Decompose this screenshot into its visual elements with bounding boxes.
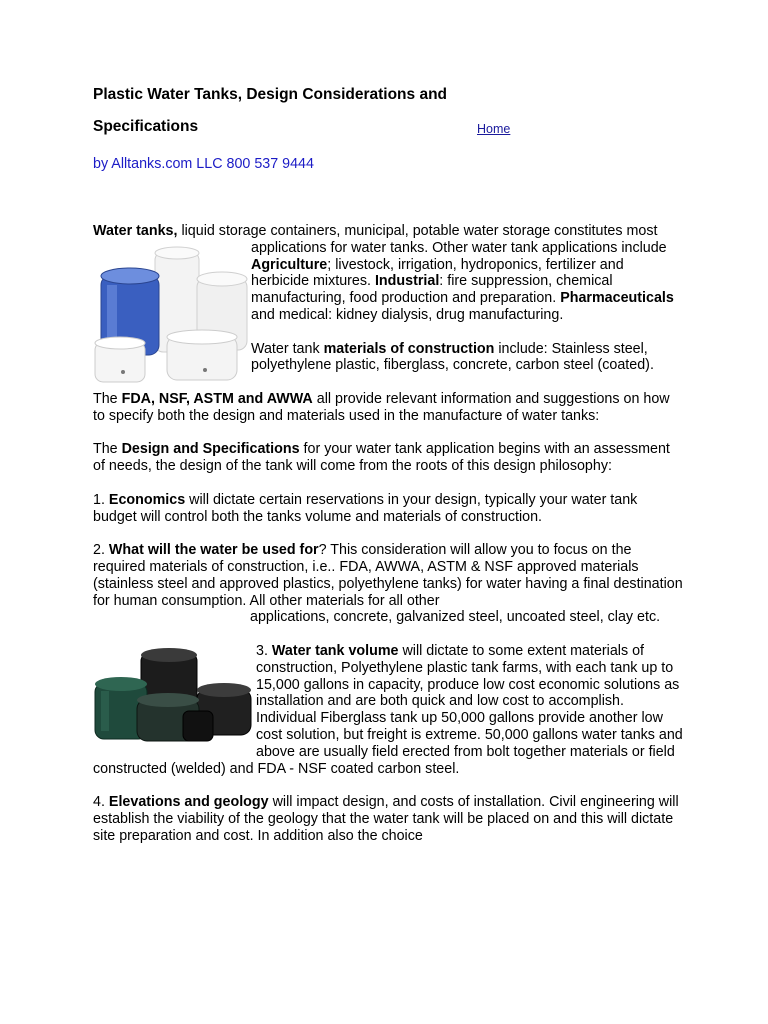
intro-bold-agriculture: Agriculture bbox=[251, 256, 328, 273]
item-4-number: 4. bbox=[93, 794, 109, 811]
item-2-number: 2. bbox=[93, 542, 109, 559]
item-1-economics bbox=[93, 492, 683, 526]
item-2-continued bbox=[93, 609, 683, 626]
materials-text-b: include: Stainless steel, polyethylene plastic, fiberglass, concrete, carbon steel (coated). bbox=[251, 340, 654, 374]
poly-tanks-image bbox=[93, 240, 248, 390]
item-4-elevations bbox=[93, 794, 683, 844]
design-bold: Design and Specifications bbox=[121, 441, 300, 458]
item-3-bold: Water tank volume bbox=[271, 642, 399, 659]
intro-text-d: and medical: kidney dialysis, drug manufacturing. bbox=[251, 306, 564, 323]
agencies-paragraph bbox=[93, 391, 683, 425]
item-1-bold: Economics bbox=[108, 491, 186, 508]
agencies-text-b: all provide relevant information and suggestions on how to specify both the design and materials used in the manufacture of water tanks: bbox=[93, 390, 670, 424]
design-paragraph bbox=[93, 441, 683, 475]
design-text-a: The bbox=[93, 441, 122, 458]
item-2-text-b: applications, concrete, galvanized steel, uncoated steel, clay etc. bbox=[250, 609, 661, 626]
dark-tanks-image bbox=[93, 647, 253, 747]
intro-text-a: liquid storage containers, municipal, potable water storage constitutes most applications for water tanks. Other water tank applications include bbox=[177, 223, 667, 256]
item-2-bold: What will the water be used for bbox=[108, 542, 319, 559]
item-3-volume bbox=[93, 643, 683, 777]
intro-text-b: ; livestock, irrigation, hydroponics, fertilizer and herbicide mixtures. bbox=[251, 256, 624, 290]
document-title-line-1: Plastic Water Tanks, Design Considerations and bbox=[93, 86, 448, 103]
item-3-number: 3. bbox=[256, 642, 272, 659]
agencies-text-a: The bbox=[93, 390, 122, 407]
intro-text-c: : fire suppression, chemical manufacturing, food production and preparation. bbox=[251, 273, 613, 307]
item-2-water-use bbox=[93, 542, 683, 609]
item-4-bold: Elevations and geology bbox=[108, 794, 269, 811]
intro-bold-industrial: Industrial bbox=[374, 273, 440, 290]
intro-bold-lead: Water tanks, bbox=[93, 223, 178, 239]
item-1-text: will dictate certain reservations in your design, typically your water tank budget will control both the tanks volume and materials of construction. bbox=[93, 491, 638, 525]
item-3-text: will dictate to some extent materials of construction, Polyethylene plastic tank farms, with each tank up to 15,000 gallons in capacity, produce low cost economic solutions as installation and are both quick and low cost to accomplish. Individual Fiberglass tank up 50,000 gallons provide another low cost solution, but freight is extreme. 50,000 gallons water tanks and above are usually field erected from bolt together materials or field constructed (welded) and FDA - NSF coated carbon steel. bbox=[93, 642, 683, 777]
document-title-line-2: Specifications bbox=[93, 118, 199, 135]
materials-bold: materials of construction bbox=[323, 340, 495, 357]
byline: by Alltanks.com LLC 800 537 9444 bbox=[93, 156, 314, 172]
item-2-text-a: ? This consideration will allow you to focus on the required materials of construction, i.e.. FDA, AWWA, ASTM & NSF approved materials (stainless steel and approved plastics, polyethylene tanks) for water having a final destination for human consumption. All other materials for all other bbox=[93, 542, 683, 609]
materials-text-a: Water tank bbox=[251, 340, 324, 357]
intro-bold-pharmaceuticals: Pharmaceuticals bbox=[560, 290, 674, 307]
agencies-bold: FDA, NSF, ASTM and AWWA bbox=[121, 390, 313, 407]
article-body bbox=[93, 223, 683, 861]
intro-paragraph bbox=[93, 223, 683, 324]
item-4-text: will impact design, and costs of installation. Civil engineering will establish the viability of the geology that the water tank will be placed on and this will dictate site preparation and cost. In addition also the choice bbox=[93, 794, 679, 844]
item-1-number: 1. bbox=[93, 491, 109, 508]
design-text-b: for your water tank application begins with an assessment of needs, the design of the tank will come from the roots of this design philosophy: bbox=[93, 441, 670, 475]
home-link[interactable]: Home bbox=[477, 122, 511, 136]
